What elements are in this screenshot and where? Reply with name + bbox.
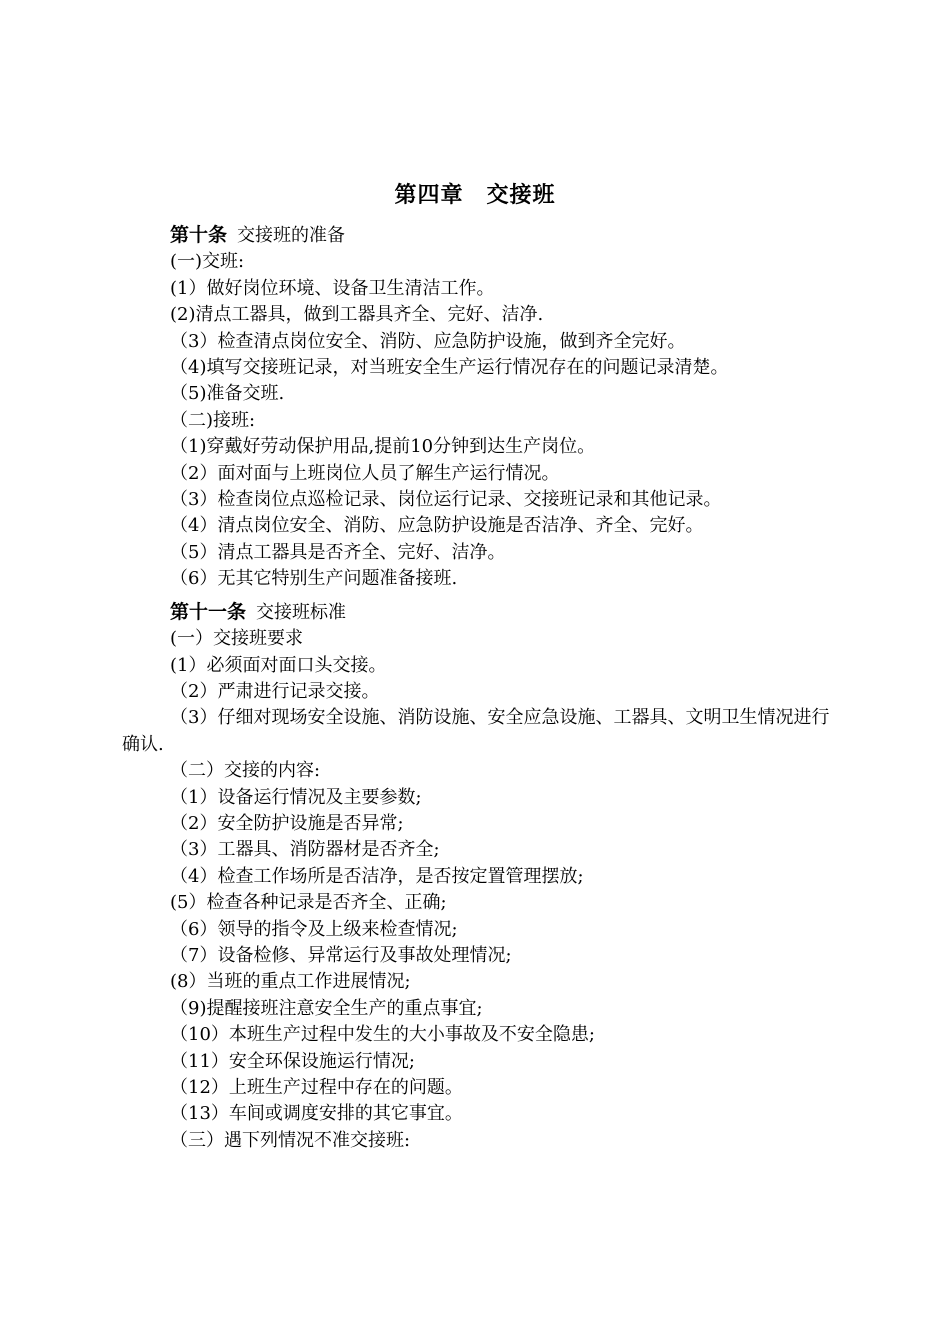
- article-11-line: （2）安全防护设施是否异常;: [170, 812, 404, 834]
- article-10-line: （5）清点工器具是否齐全、完好、洁净。: [170, 541, 506, 563]
- article-11-line: （12）上班生产过程中存在的问题。: [170, 1077, 463, 1098]
- article-11-line: （三）遇下列情况不准交接班:: [170, 1129, 411, 1151]
- article-11-line: （4）检查工作场所是否洁净，是否按定置管理摆放;: [170, 865, 584, 887]
- article-10-line: (一)交班:: [170, 251, 245, 273]
- article-11-line: （7）设备检修、异常运行及事故处理情况;: [170, 944, 512, 966]
- article-10-line: （二)接班:: [170, 409, 256, 431]
- chapter-title: 第四章 交接班: [394, 182, 556, 208]
- article-11-line: (1）必须面对面口头交接。: [170, 654, 387, 676]
- article-10-heading: [122, 222, 842, 249]
- article-11-line: （3）工器具、消防器材是否齐全;: [170, 839, 440, 861]
- article-10-line: （6）无其它特别生产问题准备接班.: [170, 568, 458, 590]
- article-10-line: （4)填写交接班记录，对当班安全生产运行情况存在的问题记录清楚。: [170, 357, 729, 379]
- article-10-line: （2）面对面与上班岗位人员了解生产运行情况。: [170, 462, 560, 484]
- article-11-line: （2）严肃进行记录交接。: [170, 680, 380, 702]
- article-10-line: （4）清点岗位安全、消防、应急防护设施是否洁净、齐全、完好。: [170, 515, 704, 537]
- article-11-line: （6）领导的指令及上级来检查情况;: [170, 918, 458, 940]
- article-11-line: （10）本班生产过程中发生的大小事故及不安全隐患;: [170, 1024, 595, 1046]
- article-11-line: （9)提醒接班注意安全生产的重点事宜;: [170, 997, 483, 1019]
- article-11-line: (8）当班的重点工作进展情况;: [170, 971, 411, 993]
- article-10-line: （5)准备交班.: [170, 383, 285, 405]
- article-10-line: （3）检查岗位点巡检记录、岗位运行记录、交接班记录和其他记录。: [170, 489, 722, 511]
- document-body: [122, 222, 842, 1154]
- article-11-line: (一）交接班要求: [170, 628, 304, 650]
- article-10-line: （3）检查清点岗位安全、消防、应急防护设施，做到齐全完好。: [170, 330, 686, 352]
- article-10-line: (2)清点工器具，做到工器具齐全、完好、洁净.: [170, 304, 544, 326]
- article-11-line: （3）仔细对现场安全设施、消防设施、安全应急设施、工器具、文明卫生情况进行确认.: [122, 707, 830, 755]
- article-10-number: 第十条: [170, 224, 228, 246]
- article-10-line: (1）做好岗位环境、设备卫生清洁工作。: [170, 277, 495, 299]
- article-11-number: 第十一条: [170, 600, 247, 623]
- article-11-title: 交接班标准: [256, 601, 347, 623]
- article-10-line: （1)穿戴好劳动保护用品,提前10分钟到达生产岗位。: [170, 436, 596, 458]
- article-11-line: （1）设备运行情况及主要参数;: [170, 786, 422, 808]
- article-11-line: （11）安全环保设施运行情况;: [170, 1050, 415, 1072]
- article-10-title: 交接班的准备: [237, 225, 346, 246]
- article-11-line: （二）交接的内容:: [170, 760, 321, 782]
- article-11-line: (5）检查各种记录是否齐全、正确;: [170, 892, 447, 914]
- article-11-heading: [122, 599, 842, 626]
- article-11-line: （13）车间或调度安排的其它事宜。: [170, 1103, 463, 1125]
